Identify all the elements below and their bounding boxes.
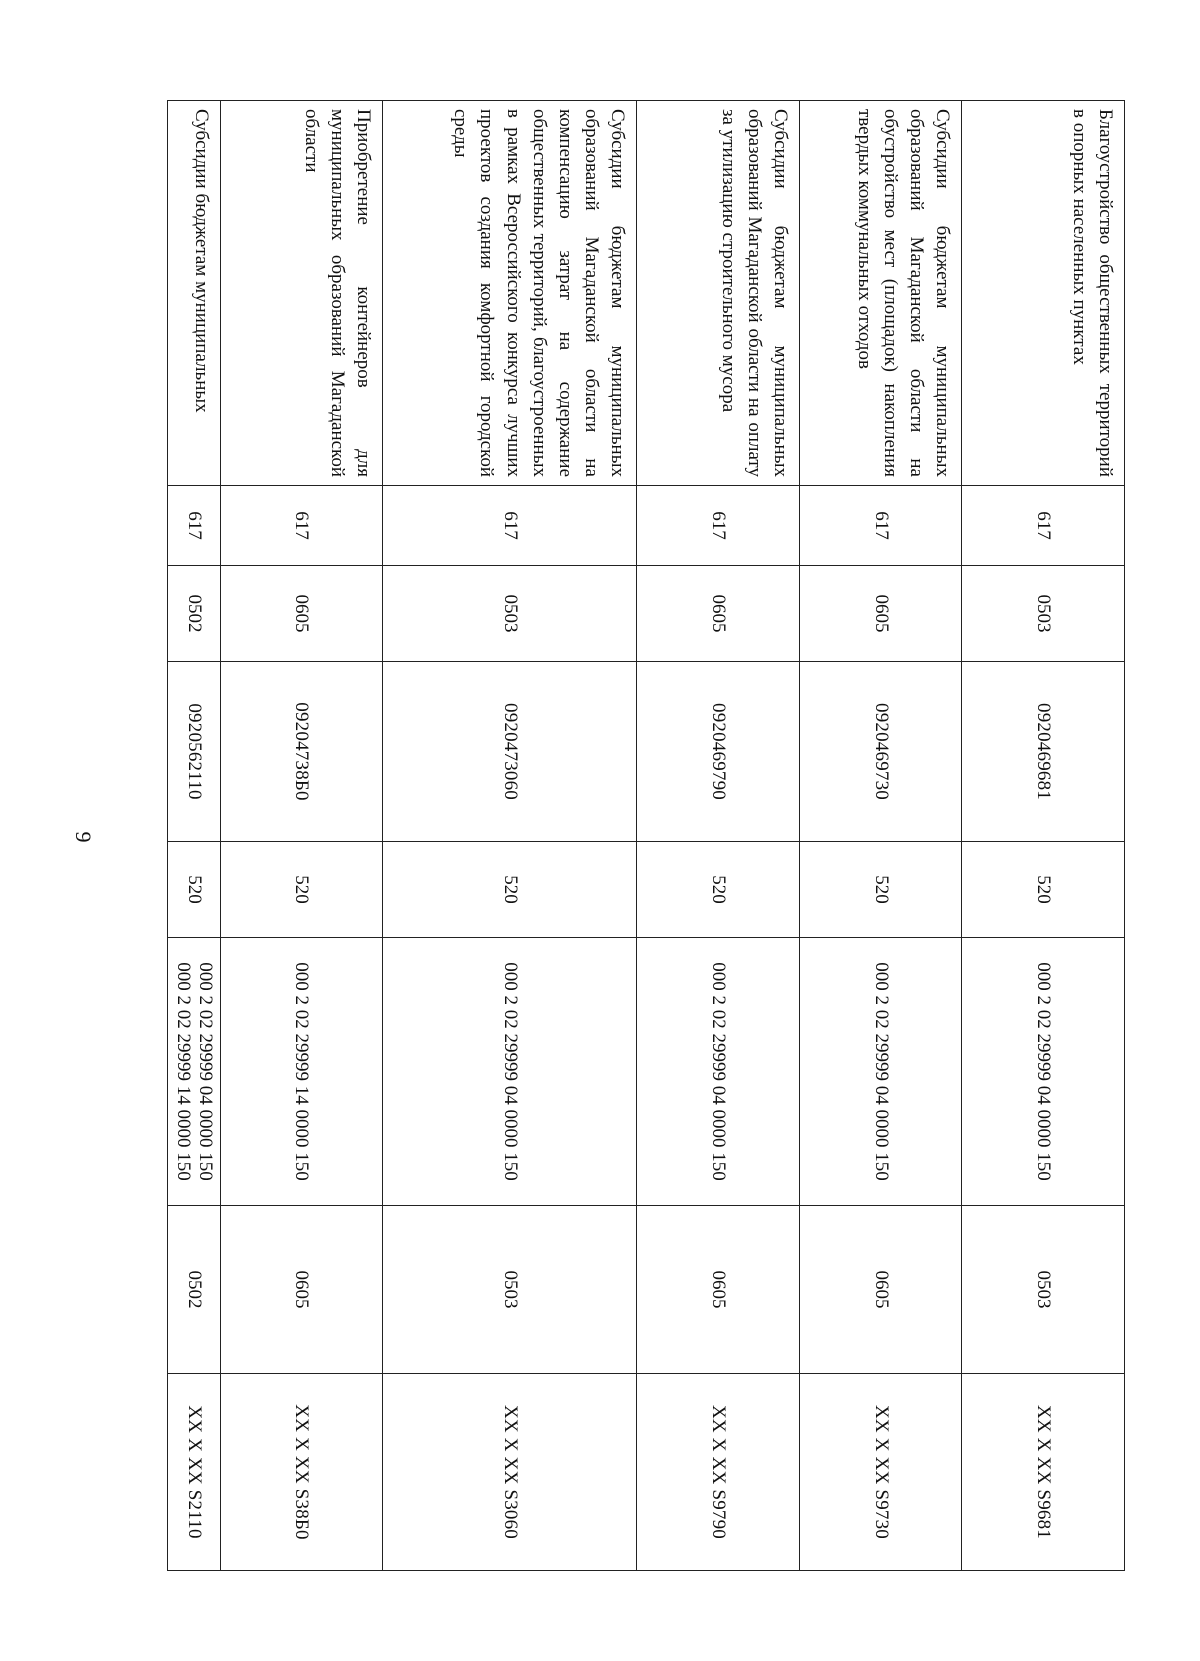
table-container [167, 100, 1125, 1570]
kbk-line: 000 2 02 29999 04 0000 150 [870, 962, 892, 1181]
row-rzpr2-cell: 0502 [168, 1206, 221, 1374]
table-row [168, 101, 221, 1571]
table-body [168, 101, 1125, 1571]
row-rzpr-cell: 0502 [168, 566, 221, 662]
row-vr-cell: 520 [637, 842, 800, 938]
row-gr-cell: 617 [220, 486, 383, 566]
row-csr-cell: 092047З8Б0 [220, 662, 383, 842]
row-name-cell: Приобретение контейнеров для муниципальных образований Магаданской области [220, 101, 383, 486]
kbk-line: 000 2 02 29999 14 0000 150 [291, 962, 313, 1181]
row-csr-cell: 0920469730 [800, 662, 963, 842]
row-rzpr2-cell: 0605 [800, 1206, 963, 1374]
row-kbk-cell [800, 938, 963, 1206]
kbk-line: 000 2 02 29999 04 0000 150 [194, 962, 216, 1181]
row-rzpr2-cell: 0503 [962, 1206, 1125, 1374]
table-row [800, 101, 963, 1571]
table-row [637, 101, 800, 1571]
row-csr-cell: 0920469681 [962, 662, 1125, 842]
row-rzpr2-cell: 0605 [220, 1206, 383, 1374]
kbk-line: 000 2 02 29999 14 0000 150 [172, 962, 194, 1181]
table-row [383, 101, 637, 1571]
row-code-cell: XX X XX S3060 [383, 1374, 637, 1571]
row-rzpr-cell: 0605 [800, 566, 963, 662]
rotated-table [167, 100, 1125, 1570]
row-kbk-cell [383, 938, 637, 1206]
row-code-cell: XX X XX S9730 [800, 1374, 963, 1571]
table-row [220, 101, 383, 1571]
row-code-cell: XX X XX S2110 [168, 1374, 221, 1571]
row-vr-cell: 520 [220, 842, 383, 938]
row-rzpr2-cell: 0605 [637, 1206, 800, 1374]
row-name-cell: Субсидии бюджетам муниципальных [168, 101, 221, 486]
kbk-line: 000 2 02 29999 04 0000 150 [708, 962, 730, 1181]
row-vr-cell: 520 [800, 842, 963, 938]
row-rzpr-cell: 0503 [962, 566, 1125, 662]
row-rzpr-cell: 0503 [383, 566, 637, 662]
row-gr-cell: 617 [383, 486, 637, 566]
row-rzpr-cell: 0605 [220, 566, 383, 662]
row-vr-cell: 520 [962, 842, 1125, 938]
row-vr-cell: 520 [168, 842, 221, 938]
row-code-cell: XX X XX S9681 [962, 1374, 1125, 1571]
page-number: 9 [71, 831, 96, 843]
kbk-line: 000 2 02 29999 04 0000 150 [1033, 962, 1055, 1181]
row-gr-cell: 617 [637, 486, 800, 566]
kbk-line: 000 2 02 29999 04 0000 150 [499, 962, 521, 1181]
row-csr-cell: 0920473060 [383, 662, 637, 842]
row-name-cell: Субсидии бюджетам муниципальных образований Магаданской области на обустройство мест (площадок) накопления твердых коммунальных отходов [800, 101, 963, 486]
row-kbk-cell [962, 938, 1125, 1206]
row-gr-cell: 617 [962, 486, 1125, 566]
row-csr-cell: 0920562110 [168, 662, 221, 842]
row-gr-cell: 617 [168, 486, 221, 566]
row-kbk-cell [637, 938, 800, 1206]
row-name-cell: Субсидии бюджетам муниципальных образований Магаданской области на компенсацию затрат на содержание общественных территорий, благоустроенных в рамках Всероссийского конкурса лучших проектов создания комфортной городской среды [383, 101, 637, 486]
budget-table [167, 100, 1125, 1571]
row-rzpr2-cell: 0503 [383, 1206, 637, 1374]
row-code-cell: XX X XX S9790 [637, 1374, 800, 1571]
row-vr-cell: 520 [383, 842, 637, 938]
row-kbk-cell [168, 938, 221, 1206]
table-row [962, 101, 1125, 1571]
row-kbk-cell [220, 938, 383, 1206]
row-gr-cell: 617 [800, 486, 963, 566]
row-code-cell: XX X XX S38Б0 [220, 1374, 383, 1571]
row-csr-cell: 0920469790 [637, 662, 800, 842]
row-name-cell: Благоустройство общественных территорий в опорных населенных пунктах [962, 101, 1125, 486]
row-rzpr-cell: 0605 [637, 566, 800, 662]
row-name-cell: Субсидии бюджетам муниципальных образований Магаданской области на оплату за утилизацию строительного мусора [637, 101, 800, 486]
